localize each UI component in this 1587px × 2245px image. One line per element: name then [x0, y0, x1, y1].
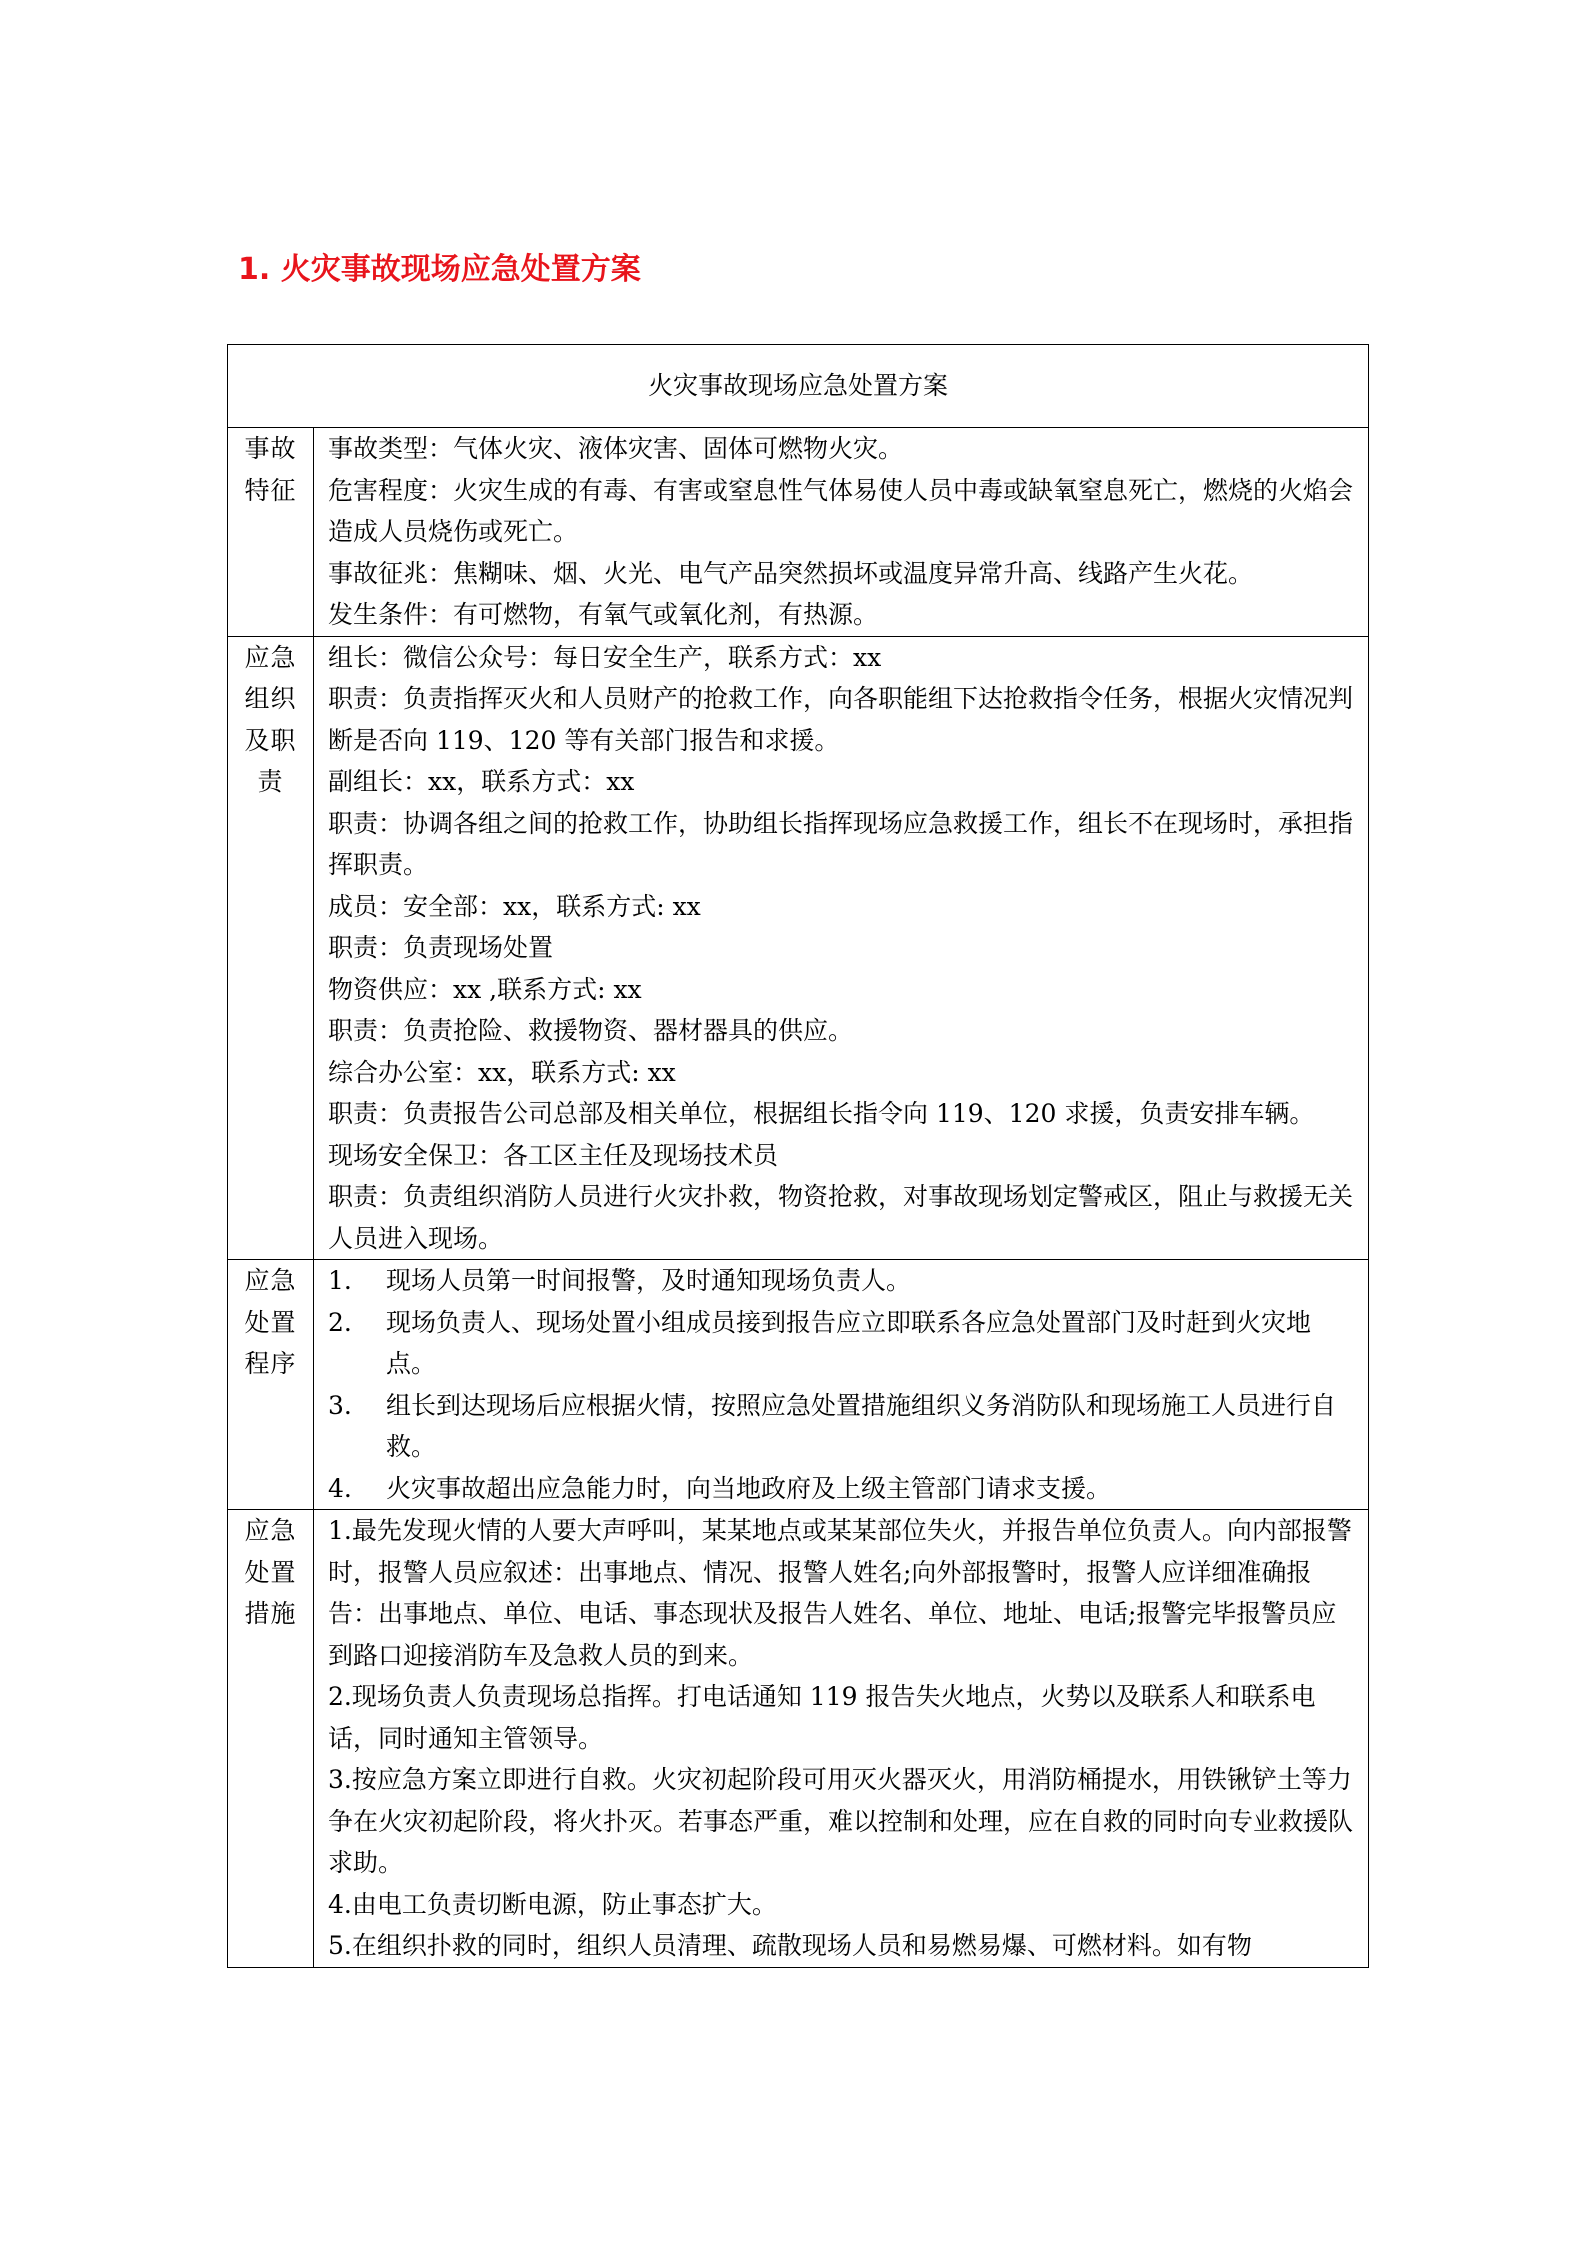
list-text: 现场负责人、现场处置小组成员接到报告应立即联系各应急处置部门及时赶到火灾地点。 — [386, 1307, 1312, 1378]
row-label-procedure — [228, 1260, 314, 1510]
list-number: 3. — [328, 1390, 352, 1420]
paragraph: 4.由电工负责切断电源，防止事态扩大。 — [328, 1889, 777, 1919]
paragraph: 事故征兆：焦糊味、烟、火光、电气产品突然损坏或温度异常升高、线路产生火花。 — [328, 558, 1254, 588]
paragraph: 职责：负责现场处置 — [328, 933, 554, 962]
paragraph: 1.最先发现火情的人要大声呼叫，某某地点或某某部位失火，并报告单位负责人。向内部报警时，报警人员应叙述：出事地点、情况、报警人姓名;向外部报警时，报警人应详细准确报告：出事地点、单位、电话、事态现状及报告人姓名、单位、地址、电话;报警完毕报警员应到路口迎接消防车及急救人员的到来。 — [328, 1516, 1352, 1670]
row-label-organization — [228, 636, 314, 1260]
label-line: 及职 — [244, 725, 297, 755]
list-item — [328, 1260, 1354, 1302]
list-number: 1. — [328, 1266, 352, 1295]
row-label-accident-features — [228, 428, 314, 637]
paragraph: 现场安全保卫：各工区主任及现场技术员 — [328, 1140, 779, 1170]
paragraph: 副组长：xx，联系方式：xx — [328, 767, 635, 796]
label-line: 事故 — [244, 434, 297, 463]
list-item — [328, 1468, 1354, 1510]
list-text: 组长到达现场后应根据火情，按照应急处置措施组织义务消防队和现场施工人员进行自救。 — [386, 1390, 1337, 1461]
row-content-organization — [314, 636, 1369, 1260]
paragraph: 职责：负责指挥灭火和人员财产的抢救工作，向各职能组下达抢救指令任务，根据火灾情况判断是否向 119、120 等有关部门报告和求援。 — [328, 684, 1354, 755]
row-content-accident-features — [314, 428, 1369, 637]
list-number: 2. — [328, 1307, 352, 1337]
paragraph: 职责：协调各组之间的抢救工作，协助组长指挥现场应急救援工作，组长不在现场时，承担指挥职责。 — [328, 808, 1354, 879]
paragraph: 2.现场负责人负责现场总指挥。打电话通知 119 报告失火地点，火势以及联系人和联系电话，同时通知主管领导。 — [328, 1682, 1316, 1753]
paragraph: 发生条件：有可燃物，有氧气或氧化剂，有热源。 — [328, 600, 879, 629]
row-label-measures — [228, 1510, 314, 1968]
label-line: 应急 — [244, 1266, 297, 1295]
row-content-measures — [314, 1510, 1369, 1968]
label-line: 处置 — [244, 1557, 297, 1587]
label-line: 应急 — [244, 1516, 297, 1545]
paragraph: 5.在组织扑救的同时，组织人员清理、疏散现场人员和易燃易爆、可燃材料。如有物 — [328, 1931, 1252, 1960]
paragraph: 成员：安全部：xx，联系方式: xx — [328, 891, 701, 921]
table-row — [228, 1260, 1369, 1510]
row-content-procedure — [314, 1260, 1369, 1510]
label-line: 应急 — [244, 642, 297, 672]
list-text: 现场人员第一时间报警，及时通知现场负责人。 — [386, 1266, 912, 1295]
paragraph: 事故类型：气体火灾、液体灾害、固体可燃物火灾。 — [328, 434, 904, 463]
paragraph: 职责：负责抢险、救援物资、器材器具的供应。 — [328, 1016, 854, 1045]
table-row — [228, 428, 1369, 637]
emergency-plan-table — [227, 344, 1369, 1968]
label-line: 组织 — [244, 684, 297, 713]
list-item — [328, 1385, 1354, 1468]
section-heading: 1. 火灾事故现场应急处置方案 — [238, 252, 641, 287]
list-text: 火灾事故超出应急能力时，向当地政府及上级主管部门请求支援。 — [386, 1473, 1112, 1503]
table-row — [228, 636, 1369, 1260]
label-line: 措施 — [244, 1599, 297, 1628]
label-line: 责 — [257, 767, 284, 796]
paragraph: 职责：负责组织消防人员进行火灾扑救，物资抢救，对事故现场划定警戒区，阻止与救援无关人员进入现场。 — [328, 1182, 1354, 1253]
label-line: 程序 — [244, 1349, 297, 1378]
paragraph: 组长：微信公众号：每日安全生产，联系方式：xx — [328, 642, 882, 672]
paragraph: 综合办公室：xx，联系方式: xx — [328, 1057, 676, 1087]
paragraph: 物资供应：xx ,联系方式: xx — [328, 974, 642, 1004]
table-row — [228, 1510, 1369, 1968]
label-line: 特征 — [244, 475, 297, 505]
list-number: 4. — [328, 1473, 352, 1503]
table-title: 火灾事故现场应急处置方案 — [228, 345, 1369, 428]
paragraph: 3.按应急方案立即进行自救。火灾初起阶段可用灭火器灭火，用消防桶提水，用铁锹铲土等力争在火灾初起阶段，将火扑灭。若事态严重，难以控制和处理，应在自救的同时向专业救援队求助。 — [328, 1765, 1354, 1877]
paragraph: 危害程度：火灾生成的有毒、有害或窒息性气体易使人员中毒或缺氧窒息死亡，燃烧的火焰会造成人员烧伤或死亡。 — [328, 475, 1354, 546]
table-title-row — [228, 345, 1369, 428]
list-item — [328, 1302, 1354, 1385]
paragraph: 职责：负责报告公司总部及相关单位，根据组长指令向 119、120 求援，负责安排车辆。 — [328, 1099, 1315, 1128]
label-line: 处置 — [244, 1307, 297, 1337]
